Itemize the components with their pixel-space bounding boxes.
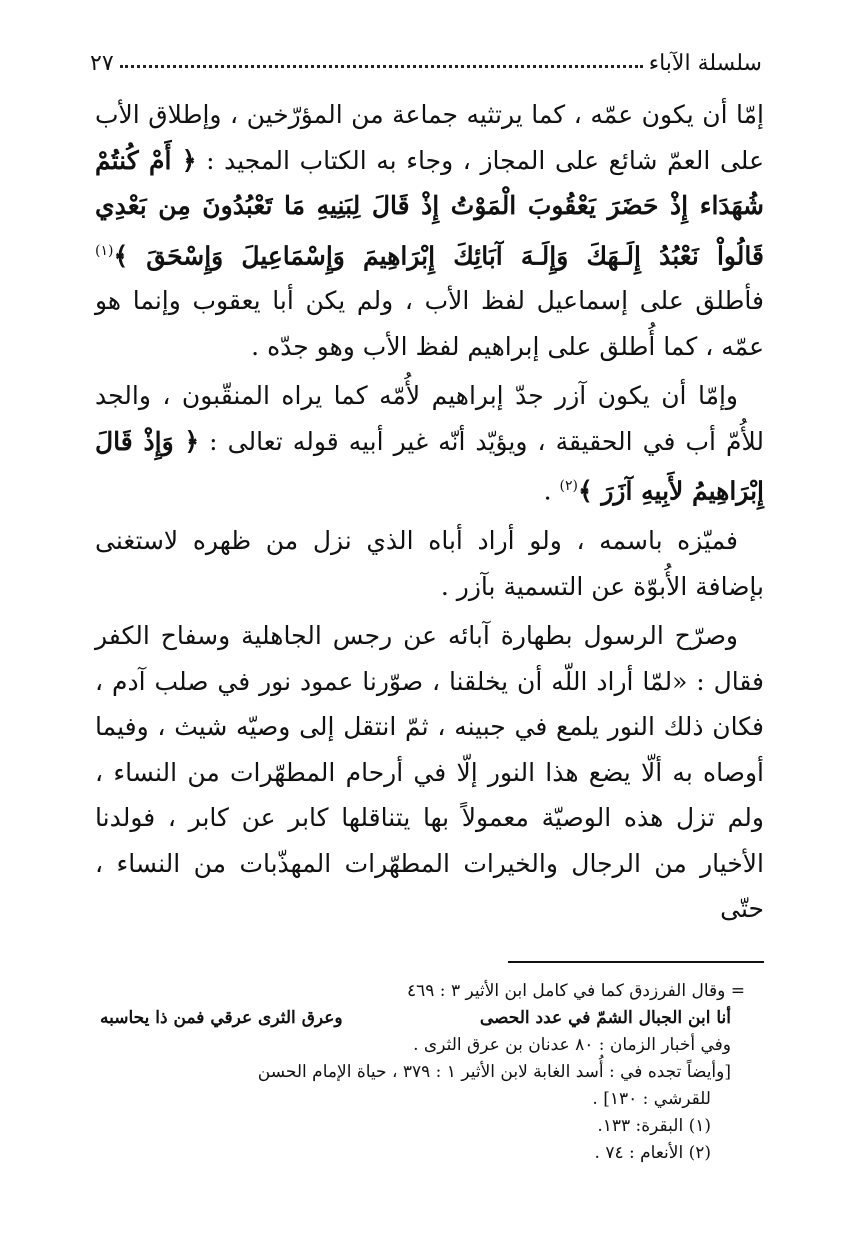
paragraph-1-text: إمّا أن يكون عمّه ، كما يرتثيه جماعة من المؤرّخين ، وإطلاق الأب على العمّ شائع على المجاز ، وجاء به الكتاب المجيد : [95,100,764,175]
footnote-source-line: وفي أخبار الزمان : ٨٠ عدنان بن عرق الثرى . [413,1035,731,1055]
running-header [90,36,762,76]
main-text [95,92,764,932]
paragraph-2-continuation: . [543,476,560,506]
verse-second-hemistich: وعرق الثرى عرقي فمن ذا يحاسبه [100,1008,343,1028]
footnote-2: (٢) الأنعام : ٧٤ . [594,1143,711,1163]
paragraph-3: فميّزه باسمه ، ولو أراد أباه الذي نزل من ظهره لاستغنى بإضافة الأُبوّة عن التسمية بآزر . [95,526,764,601]
paragraph-2 [95,373,764,514]
page-number: ٢٧ [90,51,114,76]
poetry-verse [100,1005,745,1032]
paragraph-4: وصرّح الرسول بطهارة آبائه عن رجس الجاهلية وسفاح الكفر فقال : «لمّا أراد اللّه أن يخلقنا ، صوّرنا عمود نور في صلب آدم ، فكان ذلك النور يلمع في جبينه ، ثمّ انتقل إلى وصيّه شيث ، وفيما أوصاه به ألّا يضع هذا النور إلّا في أرحام المطهّرات من النساء ، ولم تزل هذه الوصيّة معمولاً بها يتناقلها كابر عن كابر ، فولدنا الأخيار من الرجال والخيرات المطهّرات المهذّبات من النساء ، حتّى [95,621,764,924]
quran-verse-2: ﴿ وَإِذْ قَالَ إِبْرَاهِيمُ لأَبِيهِ آزَرَ ﴾ [95,426,764,506]
footnotes [100,978,745,1167]
verse-first-hemistich: أنا ابن الجبال الشمّ في عدد الحصى [479,1008,731,1028]
paragraph-1-continuation: فأطلق على إسماعيل لفظ الأب ، ولم يكن أبا يعقوب وإنما هو عمّه ، كما أُطلق على إبراهيم لفظ الأب وهو جدّه . [95,286,764,361]
footnote-continuation: = وقال الفرزدق كما في كامل ابن الأثير ٣ : ٤٦٩ [407,981,745,1001]
footnote-separator [508,961,764,963]
quran-verse-1: ﴿ أَمْ كُنتُمْ شُهَدَاء إِذْ حَضَرَ يَعْقُوبَ الْمَوْتُ إِذْ قَالَ لِبَنِيهِ مَا تَعْبُدُونَ مِن بَعْدِي قَالُواْ نَعْبُدُ إِلَـهَكَ وَإِلَـهَ آبَائِكَ إِبْرَاهِيمَ وَإِسْمَاعِيلَ وَإِسْحَقَ ﴾ [95,145,764,270]
book-title: سلسلة الآباء [648,51,762,76]
paragraph-1 [95,92,764,369]
paragraph-2-text: وإمّا أن يكون آزر جدّ إبراهيم لأُمّه كما يراه المنقّبون ، والجد للأُمّ أب في الحقيقة ، ويؤيّد أنّه غير أبيه قوله تعالى : [95,381,764,456]
footnote-1: (١) البقرة: ١٣٣. [597,1116,711,1136]
footnote-ref-1[interactable]: (١) [95,242,114,259]
footnote-addition: [وأيضاً تجده في : أُسد الغابة لابن الأثير ١ : ٣٧٩ ، حياة الإمام الحسن [257,1062,731,1082]
footnote-ref-2[interactable]: (٢) [559,478,578,495]
leader-dots [120,65,643,68]
footnote-addition-end: للقرشي : ١٣٠] . [592,1089,711,1109]
